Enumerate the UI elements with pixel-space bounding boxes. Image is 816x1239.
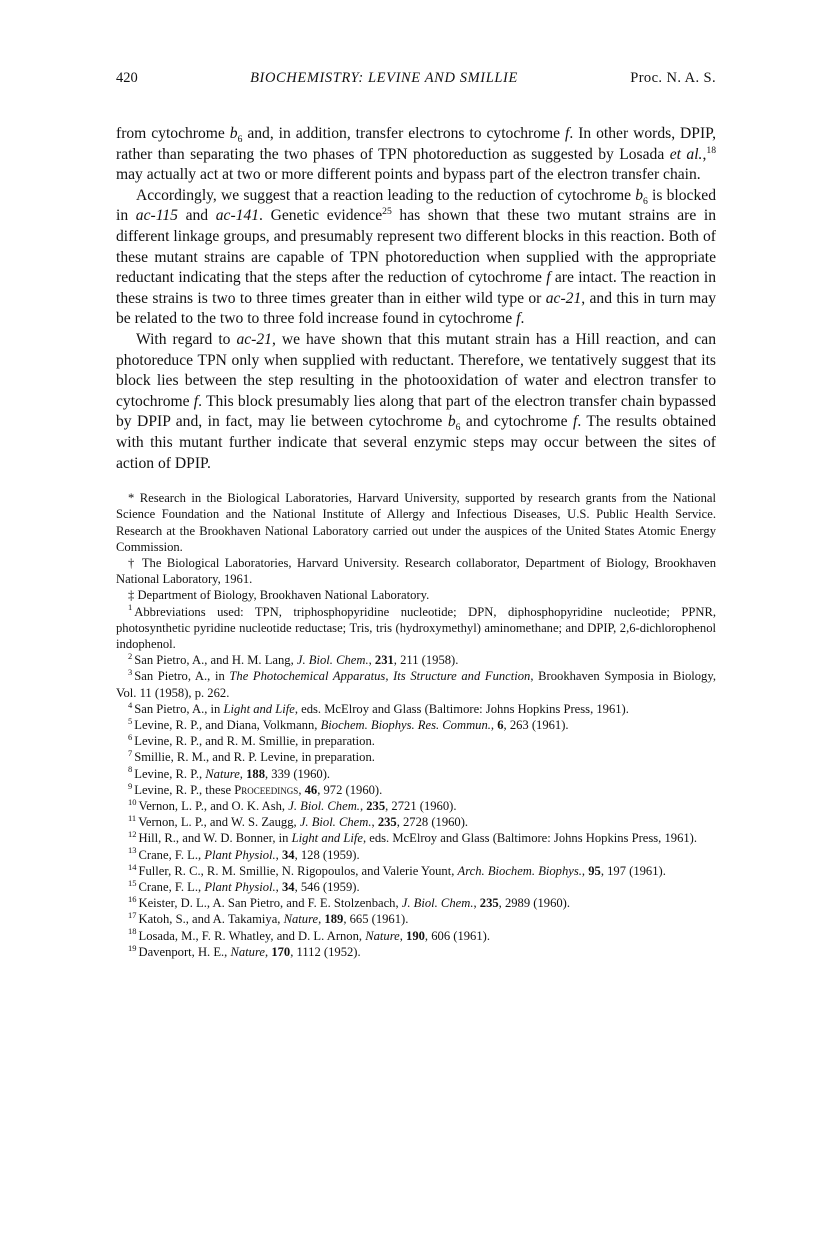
text-run: With regard to <box>136 330 237 348</box>
text-run: 6 <box>455 422 461 434</box>
text-run: Fuller, R. C., R. M. Smillie, N. Rigopoulos, and Valerie Yount, <box>138 863 458 878</box>
text-run: ac-141 <box>215 207 260 225</box>
footnote-mark: † <box>128 555 137 570</box>
text-run: , 128 (1959). <box>294 847 360 862</box>
reference-number: 12 <box>128 829 137 840</box>
text-run: Smillie, R. M., and R. P. Levine, in preparation. <box>134 750 375 765</box>
text-run: , <box>318 912 325 927</box>
text-run: The Photochemical Apparatus, Its Structure and Function <box>229 669 531 684</box>
text-run: , <box>265 944 272 959</box>
text-run: , <box>275 879 282 894</box>
reference-number: 4 <box>128 699 133 710</box>
reference-entry <box>116 895 716 911</box>
text-run: Light and Life <box>291 831 363 846</box>
text-run: , 263 (1961). <box>503 717 569 732</box>
text-run: Nature <box>205 766 240 781</box>
text-run: 34 <box>281 879 295 894</box>
text-run: , 2989 (1960). <box>498 896 571 911</box>
text-run: , <box>368 653 375 668</box>
footnotes-section <box>116 490 716 960</box>
reference-number: 18 <box>128 926 137 937</box>
text-run: 18 <box>706 144 717 156</box>
text-run: Nature <box>283 912 319 927</box>
text-run: , 2728 (1960). <box>396 815 469 830</box>
text-run: Levine, R. P., <box>134 766 206 781</box>
text-run: b <box>635 186 644 204</box>
reference-number: 13 <box>128 845 137 856</box>
running-header <box>116 70 716 92</box>
reference-number: 3 <box>128 667 133 678</box>
footnote-text: Research in the Biological Laboratories, Harvard University, supported by research grants from the National Science Foundation and the National Institute of Allergy and Infectious Diseases, U.S. Public Health Service. Research at the Brookhaven National Laboratory carried out under the auspices of the United States Atomic Energy Commission. <box>116 491 716 554</box>
journal-abbreviation: Proc. N. A. S. <box>630 70 716 86</box>
reference-entry <box>116 766 716 782</box>
footnote-mark: * <box>128 491 135 506</box>
text-run: Levine, R. P., and R. M. Smillie, in preparation. <box>134 734 375 749</box>
text-run: Arch. Biochem. Biophys. <box>457 863 582 878</box>
text-run: Accordingly, we suggest that a reaction leading to the reduction of cytochrome <box>136 186 636 204</box>
text-run: Plant Physiol. <box>204 847 276 862</box>
text-run: Katoh, S., and A. Takamiya, <box>138 912 284 927</box>
text-run: 25 <box>382 206 392 218</box>
reference-entry <box>116 749 716 765</box>
text-run: ac-21 <box>545 289 582 307</box>
text-run: Nature <box>365 928 400 943</box>
text-run: are intact. The reaction in these strains is two to three times greater than in either wild type or <box>116 269 716 307</box>
reference-entry <box>116 604 716 653</box>
text-run: 170 <box>271 944 291 959</box>
text-run: b <box>229 125 238 142</box>
text-run: , 211 (1958). <box>393 653 459 668</box>
text-run: Crane, F. L., <box>138 879 205 894</box>
reference-number: 7 <box>128 748 133 759</box>
text-run: Levine, R. P., and Diana, Volkmann, <box>134 717 321 732</box>
text-run: has shown that these two mutant strains are in different linkage groups, and presumably represent two different blocks in this reaction. Both of these mutant strains are capable of TPN photoreduction when supplied with the appropriate reductant indicating that the steps after the reduction of cytochrome <box>116 207 717 287</box>
text-run: , <box>359 798 367 813</box>
text-run: , 972 (1960). <box>317 782 383 797</box>
text-run: San Pietro, A., in <box>134 701 224 716</box>
text-run: . The results obtained with this mutant further indicate that several enzymic steps may occur between the sites of action of DPIP. <box>116 413 716 472</box>
text-run: J. Biol. Chem. <box>401 896 474 911</box>
text-run: f <box>565 125 570 142</box>
text-run: Plant Physiol. <box>204 879 276 894</box>
reference-number: 6 <box>128 731 133 742</box>
text-run: 231 <box>374 653 394 668</box>
text-run: , eds. McElroy and Glass (Baltimore: Johns Hopkins Press, 1961). <box>362 831 698 846</box>
text-run: , <box>298 782 305 797</box>
footnote-text: Department of Biology, Brookhaven National Laboratory. <box>134 588 430 603</box>
text-run: 235 <box>366 798 386 813</box>
text-run: is blocked in <box>116 186 716 225</box>
body-paragraph <box>116 330 716 474</box>
text-run: Vernon, L. P., and W. S. Zaugg, <box>138 815 300 830</box>
reference-number: 1 <box>128 602 133 613</box>
text-run: Hill, R., and W. D. Bonner, in <box>138 831 292 846</box>
text-run: , we have shown that this mutant strain has a Hill reaction, and can photoreduce TPN only when supplied with reductant. Therefore, we tentatively suggest that its block lies between the step resulting in the photooxidation of water and electron transfer to cytochrome <box>116 330 716 410</box>
text-run: f <box>193 392 199 410</box>
text-run: Davenport, H. E., <box>138 944 231 959</box>
text-run: 235 <box>479 896 499 911</box>
text-run: Proceedings <box>234 782 299 797</box>
text-run: f <box>516 310 521 328</box>
text-run: 6 <box>237 134 243 146</box>
text-run: , 197 (1961). <box>600 863 666 878</box>
reference-entry <box>116 782 716 798</box>
text-run: ac-115 <box>135 207 178 225</box>
reference-number: 16 <box>128 893 137 904</box>
reference-entry <box>116 928 716 944</box>
reference-number: 8 <box>128 764 133 775</box>
reference-number: 14 <box>128 861 137 872</box>
text-run: 6 <box>643 195 648 207</box>
text-run: . This block presumably lies along that part of the electron transfer chain bypassed by DPIP and, in fact, may lie between cytochrome <box>116 392 716 431</box>
running-title: BIOCHEMISTRY: LEVINE AND SMILLIE <box>250 70 518 86</box>
text-run: and <box>177 207 216 225</box>
reference-entry <box>116 798 716 814</box>
text-run: Abbreviations used: TPN, triphosphopyridine nucleotide; DPN, diphosphopyridine nucleotide; PPNR, photosynthetic pyridine nucleotide reductase; Tris, tris (hydroxymethyl) aminomethane; and DPIP, 2,6-dichlorophenol indophenol. <box>116 604 716 651</box>
reference-number: 2 <box>128 650 133 661</box>
text-run: , <box>702 145 707 163</box>
text-run: f <box>572 413 578 431</box>
reference-entry <box>116 911 716 927</box>
article-body <box>116 124 716 474</box>
reference-number: 11 <box>128 812 137 823</box>
reference-entry <box>116 652 716 668</box>
text-run: 188 <box>246 766 265 781</box>
text-run: , <box>371 815 378 830</box>
reference-number: 10 <box>128 796 137 807</box>
text-run: 189 <box>324 912 344 927</box>
text-run: , eds. McElroy and Glass (Baltimore: Johns Hopkins Press, 1961). <box>294 701 629 716</box>
reference-number: 17 <box>128 910 137 921</box>
body-paragraph <box>116 124 716 186</box>
author-footnote <box>116 587 716 603</box>
text-run: Light and Life <box>223 701 295 716</box>
text-run: 95 <box>588 863 601 878</box>
text-run: . <box>520 310 525 328</box>
text-run: Vernon, L. P., and O. K. Ash, <box>138 798 289 813</box>
text-run: Levine, R. P., these <box>134 782 235 797</box>
text-run: , 339 (1960). <box>264 766 331 781</box>
journal-page <box>116 70 716 960</box>
text-run: Keister, D. L., A. San Pietro, and F. E. Stolzenbach, <box>138 896 402 911</box>
text-run: Losada, M., F. R. Whatley, and D. L. Arnon, <box>138 928 366 943</box>
text-run: f <box>546 269 551 287</box>
text-run: and cytochrome <box>460 413 573 431</box>
reference-entry <box>116 863 716 879</box>
text-run: Crane, F. L., <box>138 847 205 862</box>
text-run: , <box>399 928 407 943</box>
text-run: , and this in turn may be related to the two to three fold increase found in cytochrome <box>116 289 716 328</box>
reference-entry <box>116 733 716 749</box>
reference-entry <box>116 944 716 960</box>
footnote-mark: ‡ <box>128 588 135 603</box>
reference-entry <box>116 668 716 700</box>
text-run: , 665 (1961). <box>343 912 409 927</box>
text-run: , <box>239 766 247 781</box>
text-run: , 546 (1959). <box>294 879 360 894</box>
text-run: . In other words, DPIP, rather than separating the two phases of TPN photoreduction as suggested by Losada <box>116 125 717 163</box>
text-run: , <box>275 847 282 862</box>
text-run: and, in addition, transfer electrons to cytochrome <box>242 125 566 142</box>
text-run: from cytochrome <box>116 125 230 142</box>
text-run: San Pietro, A., in <box>134 669 230 684</box>
text-run: San Pietro, A., and H. M. Lang, <box>134 653 297 668</box>
reference-number: 5 <box>128 715 133 726</box>
text-run: may actually act at two or more different points and bypass part of the electron transfer chain. <box>116 166 701 184</box>
author-footnote <box>116 490 716 555</box>
reference-entry <box>116 701 716 717</box>
text-run: 46 <box>304 782 318 797</box>
text-run: 34 <box>281 847 295 862</box>
text-run: , 2721 (1960). <box>385 798 457 813</box>
author-footnote <box>116 555 716 587</box>
reference-entry <box>116 830 716 846</box>
text-run: J. Biol. Chem. <box>288 798 360 813</box>
text-run: . Genetic evidence <box>259 207 383 225</box>
reference-entry <box>116 814 716 830</box>
text-run: b <box>447 413 456 431</box>
text-run: , <box>490 717 498 732</box>
text-run: , 606 (1961). <box>424 928 490 943</box>
reference-number: 9 <box>128 780 133 791</box>
reference-number: 15 <box>128 877 137 888</box>
text-run: Biochem. Biophys. Res. Commun. <box>320 717 491 732</box>
text-run: , 1112 (1952). <box>290 944 361 959</box>
reference-entry <box>116 847 716 863</box>
text-run: J. Biol. Chem. <box>299 815 372 830</box>
text-run: 235 <box>377 815 397 830</box>
text-run: Nature <box>230 944 266 959</box>
text-run: , Brookhaven Symposia in Biology, Vol. 11 (1958), p. 262. <box>116 669 716 700</box>
text-run: et al. <box>669 145 703 163</box>
reference-entry <box>116 879 716 895</box>
text-run: 190 <box>406 928 425 943</box>
reference-entry <box>116 717 716 733</box>
footnote-text: The Biological Laboratories, Harvard University. Research collaborator, Department of Biology, Brookhaven National Laboratory, 1961. <box>116 555 716 587</box>
page-number: 420 <box>116 70 138 86</box>
body-paragraph <box>116 186 716 330</box>
text-run: 6 <box>497 717 504 732</box>
reference-number: 19 <box>128 942 137 953</box>
text-run: J. Biol. Chem. <box>296 653 369 668</box>
text-run: , <box>581 863 589 878</box>
text-run: , <box>473 896 480 911</box>
text-run: ac-21 <box>236 330 272 348</box>
